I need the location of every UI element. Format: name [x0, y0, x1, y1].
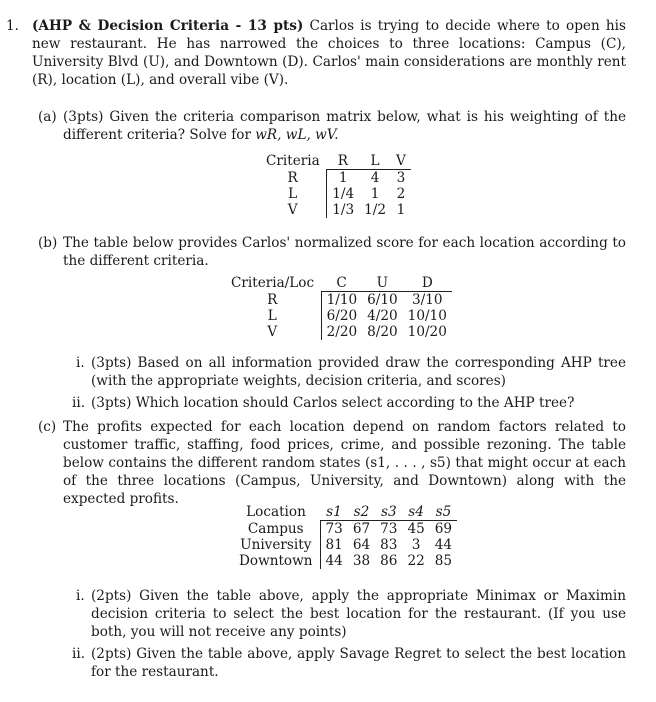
table-row: [261, 170, 411, 187]
col-header: L: [359, 153, 391, 170]
part-a-variables: wR, wL, wV.: [255, 127, 339, 143]
question-1: [6, 17, 626, 89]
col-header: s5: [430, 504, 457, 521]
table-cell: 10/20: [407, 324, 447, 340]
question-number: 1.: [6, 18, 19, 34]
row-header: University: [234, 537, 320, 553]
col-header: U: [362, 275, 403, 292]
table-cell: 85: [434, 553, 453, 569]
table-row: [226, 292, 452, 309]
part-b-i-label: i.: [76, 355, 85, 371]
table-row: [226, 324, 452, 340]
table-cell: 69: [434, 521, 453, 537]
table-cell: 6/20: [326, 308, 358, 324]
table-cell: 3/10: [412, 292, 443, 308]
table-row: [234, 553, 457, 569]
part-a-text: [63, 108, 626, 144]
table-cell: 44: [325, 553, 343, 569]
table-cell: 67: [352, 521, 371, 537]
question-intro-text: Carlos is trying to decide where to open his new restaurant. He has narrowed the choices to three locations: Campus (C), University Blvd (U), and Downtown (D). Carlos' main considerations are monthly rent (R), location (L), and overall vibe (V).: [32, 18, 626, 88]
criteria-comparison-matrix: [261, 153, 411, 218]
table-cell: 2/20: [326, 324, 358, 340]
matrix-corner: Location: [246, 504, 306, 521]
col-header: s4: [402, 504, 429, 521]
col-header: s1: [320, 504, 348, 521]
part-b-ii-label: ii.: [72, 395, 86, 411]
table-cell: 3: [396, 170, 406, 186]
table-cell: 2: [396, 186, 406, 202]
table-row: [261, 186, 411, 202]
table-cell: 81: [325, 537, 343, 553]
table-cell: 10/10: [407, 308, 447, 324]
table-cell: 73: [380, 521, 398, 537]
part-b-i-text: (3pts) Based on all information provided draw the corresponding AHP tree (with the appropriate weights, decision criteria, and scores): [91, 355, 626, 389]
table-cell: 83: [380, 537, 398, 553]
table-row: [234, 537, 457, 553]
table-cell: 1/3: [332, 202, 355, 218]
part-c-ii-label: ii.: [72, 646, 86, 662]
table-cell: 38: [352, 553, 371, 569]
row-header: V: [226, 324, 321, 340]
normalized-score-table: [226, 275, 452, 340]
table-cell: 8/20: [367, 324, 398, 340]
col-header: R: [327, 153, 359, 170]
row-header: R: [261, 170, 327, 187]
part-c-label: (c): [38, 419, 57, 435]
col-header: s2: [348, 504, 375, 521]
table-cell: 4/20: [367, 308, 398, 324]
table-row: [261, 202, 411, 218]
row-header: R: [226, 292, 321, 309]
table-cell: 1: [338, 170, 348, 186]
table-cell: 73: [325, 521, 343, 537]
table-cell: 86: [380, 553, 398, 569]
row-header: Downtown: [234, 553, 320, 569]
part-c-i-label: i.: [76, 588, 85, 604]
table-cell: 6/10: [367, 292, 398, 308]
table-cell: 1/2: [364, 202, 386, 218]
question-intro: [32, 17, 626, 89]
table-cell: 22: [407, 553, 425, 569]
row-header: L: [226, 308, 321, 324]
matrix-corner: Criteria: [266, 153, 320, 170]
table-cell: 4: [370, 170, 380, 186]
table-cell: 1/4: [332, 186, 355, 202]
col-header: C: [321, 275, 362, 292]
part-b-text: The table below provides Carlos' normalized score for each location according to the different criteria.: [63, 235, 626, 269]
table-cell: 45: [407, 521, 425, 537]
col-header: V: [391, 153, 411, 170]
row-header: V: [261, 202, 327, 218]
part-a-label: (a): [38, 109, 57, 125]
table-row: [226, 308, 452, 324]
part-b-label: (b): [38, 235, 58, 251]
col-header: D: [403, 275, 452, 292]
table-cell: 3: [411, 537, 421, 553]
matrix-corner: Criteria/Loc: [231, 275, 315, 292]
part-c-i-text: (2pts) Given the table above, apply the appropriate Minimax or Maximin decision criteria to select the best location for the restaurant. (If you use both, you will not receive any points): [91, 588, 626, 640]
table-cell: 44: [434, 537, 453, 553]
question-title: (AHP & Decision Criteria - 13 pts): [32, 18, 304, 34]
part-c-ii-text: (2pts) Given the table above, apply Savage Regret to select the best location for the restaurant.: [91, 646, 626, 680]
part-b-ii-text: (3pts) Which location should Carlos select according to the AHP tree?: [91, 395, 575, 411]
row-header: Campus: [234, 521, 320, 538]
part-a-prompt: (3pts) Given the criteria comparison matrix below, what is his weighting of the different criteria? Solve for: [63, 109, 626, 143]
table-row: [234, 521, 457, 538]
row-header: L: [261, 186, 327, 202]
table-cell: 64: [352, 537, 371, 553]
col-header: s3: [375, 504, 402, 521]
part-c-text: The profits expected for each location depend on random factors related to customer traffic, staffing, food prices, crime, and possible rezoning. The table below contains the different random states (s1, . . . , s5) that might occur at each of the three locations (Campus, University, and Downtown) along with the expected profits.: [63, 419, 626, 507]
table-cell: 1: [396, 202, 406, 218]
table-cell: 1: [370, 186, 380, 202]
table-cell: 1/10: [326, 292, 358, 308]
profit-table: [234, 504, 457, 569]
